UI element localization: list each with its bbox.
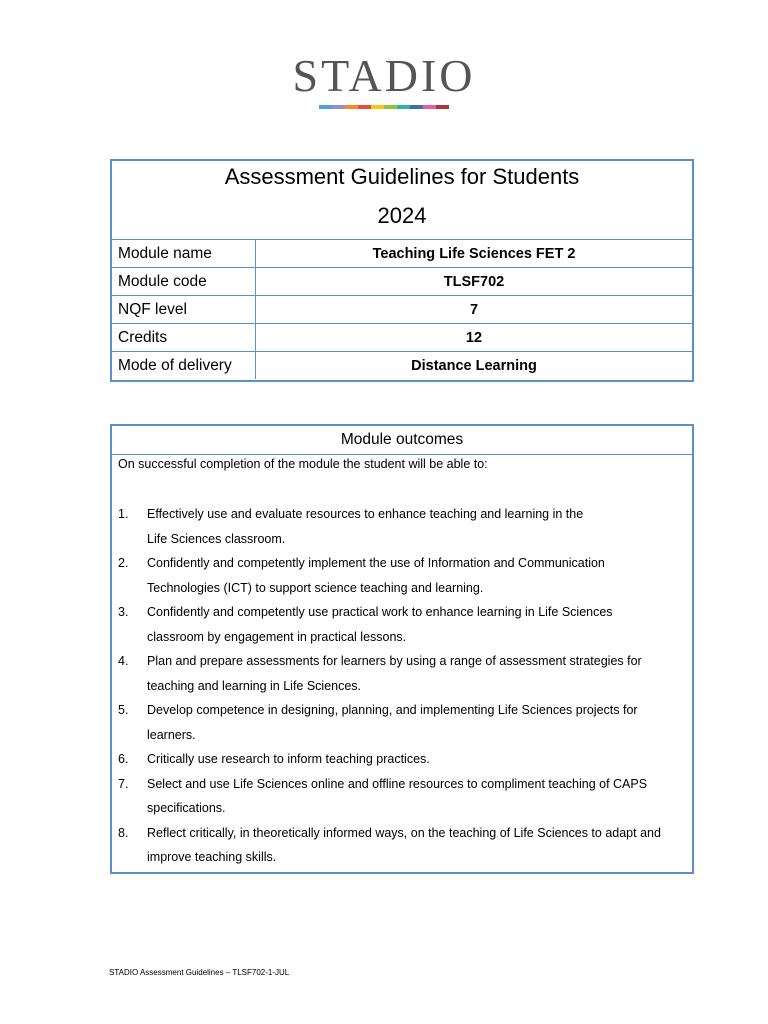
logo-bar-segment — [345, 105, 358, 109]
outcome-item — [112, 772, 692, 821]
outcome-text-line: Critically use research to inform teaching practices. — [147, 752, 430, 766]
outcome-text-line: classroom by engagement in practical lessons. — [147, 629, 407, 644]
outcome-text-line: Develop competence in designing, planning, and implementing Life Sciences projects for — [147, 703, 638, 717]
outcome-text-line: teaching and learning in Life Sciences. — [147, 678, 362, 693]
outcome-text-line: Plan and prepare assessments for learners by using a range of assessment strategies for — [147, 654, 642, 668]
outcome-text-line: Confidently and competently use practical work to enhance learning in Life Sciences — [147, 605, 613, 619]
outcome-number: 6. — [118, 752, 129, 766]
outcome-number: 8. — [118, 825, 129, 840]
info-label: Module name — [112, 240, 256, 268]
outcome-text-line: Confidently and competently implement the use of Information and Communication — [147, 556, 605, 570]
info-row — [112, 268, 692, 296]
info-value: Distance Learning — [256, 352, 693, 380]
logo-bar-segment — [410, 105, 423, 109]
info-value: 7 — [256, 296, 693, 324]
logo-bar-segment — [436, 105, 449, 109]
outcome-text-line: Effectively use and evaluate resources to enhance teaching and learning in the — [147, 507, 584, 521]
info-label: Module code — [112, 268, 256, 296]
outcome-item — [112, 551, 692, 600]
page-footer: STADIO Assessment Guidelines – TLSF702-1-JUL — [109, 968, 290, 977]
document-year: 2024 — [377, 203, 427, 228]
logo-color-bar — [0, 105, 768, 109]
info-row — [112, 324, 692, 352]
module-info-table — [112, 239, 692, 379]
logo-bar-segment — [319, 105, 332, 109]
logo-bar-segment — [423, 105, 436, 109]
document-title: Assessment Guidelines for Students — [224, 164, 580, 189]
outcome-text-line: specifications. — [147, 801, 226, 815]
outcome-text-line: Life Sciences classroom. — [147, 531, 286, 546]
outcomes-list — [112, 502, 692, 870]
outcome-item — [112, 502, 692, 551]
info-value: TLSF702 — [256, 268, 693, 296]
outcome-text-line: Reflect critically, in theoretically informed ways, on the teaching of Life Sciences to adapt and — [147, 825, 661, 840]
info-value: Teaching Life Sciences FET 2 — [256, 240, 693, 268]
info-row — [112, 240, 692, 268]
info-label: Credits — [112, 324, 256, 352]
outcome-item — [112, 600, 692, 649]
stadio-logo — [0, 52, 768, 109]
outcome-text-line: learners. — [147, 727, 196, 742]
outcome-text-line: improve teaching skills. — [147, 850, 277, 864]
info-row — [112, 296, 692, 324]
logo-bar-segment — [371, 105, 384, 109]
logo-bar-segment — [397, 105, 410, 109]
outcome-number: 5. — [118, 703, 129, 717]
info-row — [112, 352, 692, 380]
outcomes-title: Module outcomes — [112, 426, 692, 455]
info-value: 12 — [256, 324, 693, 352]
outcome-item — [112, 698, 692, 747]
outcome-item — [112, 821, 692, 870]
logo-bar-segment — [332, 105, 345, 109]
logo-bar-segment — [384, 105, 397, 109]
outcome-number: 1. — [118, 507, 129, 521]
outcome-item — [112, 649, 692, 698]
logo-text: STADIO — [292, 50, 476, 101]
info-label: NQF level — [112, 296, 256, 324]
outcome-text-line: Technologies (ICT) to support science teaching and learning. — [147, 580, 484, 595]
module-info-box — [110, 159, 694, 382]
outcome-number: 2. — [118, 556, 129, 570]
outcome-number: 7. — [118, 776, 129, 791]
outcome-number: 3. — [118, 605, 129, 619]
info-label: Mode of delivery — [112, 352, 256, 380]
logo-bar-segment — [358, 105, 371, 109]
outcomes-intro: On successful completion of the module the student will be able to: — [118, 457, 488, 471]
module-outcomes-box — [110, 424, 694, 874]
outcome-text-line: Select and use Life Sciences online and offline resources to compliment teaching of CAPS — [147, 776, 648, 791]
outcome-item — [112, 747, 692, 772]
outcome-number: 4. — [118, 654, 129, 668]
